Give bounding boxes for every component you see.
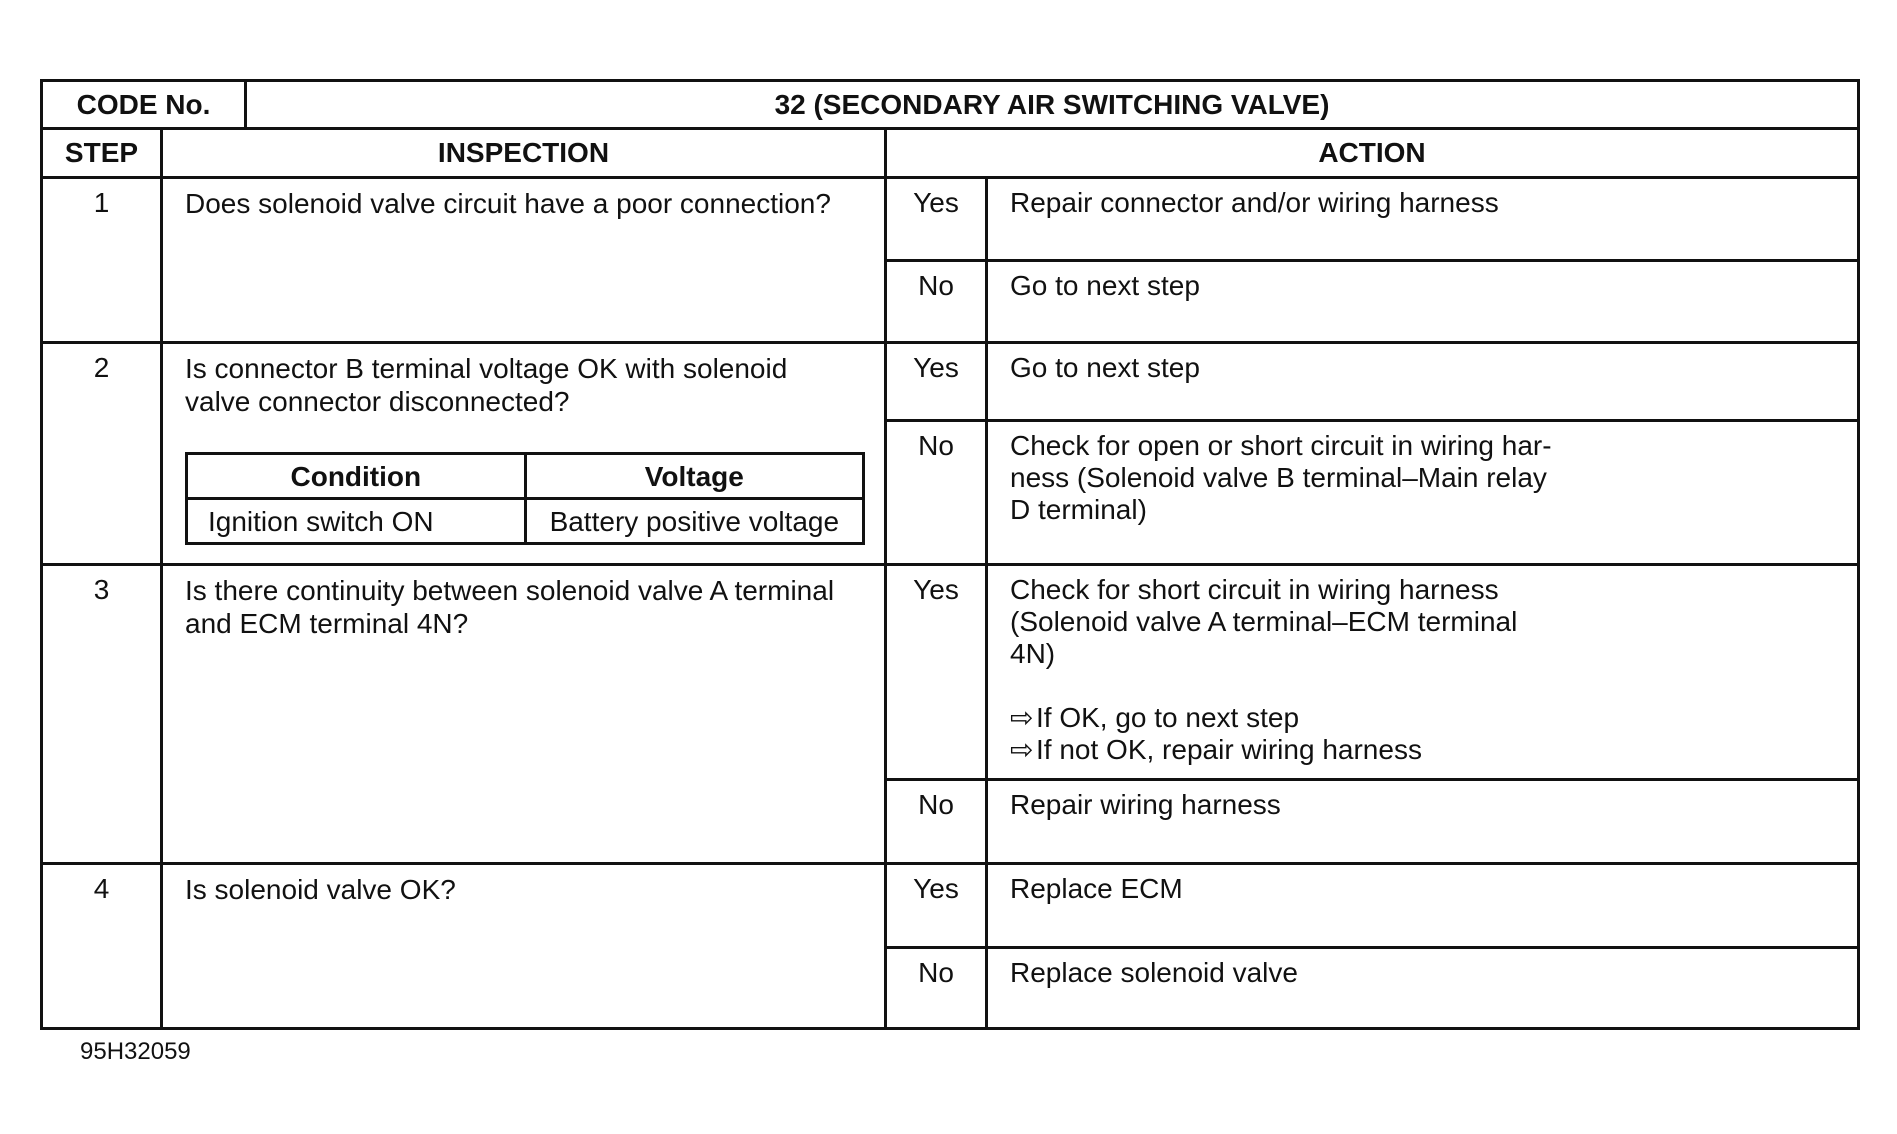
inspection-column-header: INSPECTION bbox=[162, 129, 886, 178]
yes-action: Check for short circuit in wiring harness bbox=[1010, 574, 1499, 605]
condition-table bbox=[185, 452, 865, 545]
not-ok-branch-text: If not OK, repair wiring harness bbox=[1036, 734, 1422, 765]
column-header-row bbox=[42, 129, 1859, 178]
ok-branch bbox=[1010, 702, 1835, 734]
no-action: Replace solenoid valve bbox=[987, 948, 1859, 1029]
no-label: No bbox=[886, 421, 987, 565]
yes-action: Go to next step bbox=[987, 343, 1859, 421]
no-action: Go to next step bbox=[987, 261, 1859, 343]
table-row bbox=[42, 343, 1859, 421]
code-row bbox=[42, 81, 1859, 129]
no-label: No bbox=[886, 780, 987, 864]
yes-action: Replace ECM bbox=[987, 864, 1859, 948]
inspection-text: Is there continuity between solenoid valve A terminal bbox=[185, 575, 835, 606]
yes-action: (Solenoid valve A terminal–ECM terminal bbox=[1010, 606, 1518, 637]
step-number: 1 bbox=[42, 178, 162, 343]
step-number: 3 bbox=[42, 565, 162, 864]
voltage-header: Voltage bbox=[525, 454, 863, 499]
no-action: Repair wiring harness bbox=[987, 780, 1859, 864]
diagnostic-table bbox=[40, 79, 1860, 1030]
ok-branch-text: If OK, go to next step bbox=[1036, 702, 1300, 733]
spacer bbox=[1010, 670, 1835, 702]
voltage-value: Battery positive voltage bbox=[525, 499, 863, 544]
step-number: 4 bbox=[42, 864, 162, 1029]
inspection-text: valve connector disconnected? bbox=[185, 386, 570, 417]
condition-header: Condition bbox=[187, 454, 526, 499]
yes-label: Yes bbox=[886, 864, 987, 948]
diagnostic-document bbox=[40, 79, 1857, 1030]
inspection-text: Is connector B terminal voltage OK with solenoid bbox=[185, 353, 788, 384]
action-column-header: ACTION bbox=[886, 129, 1859, 178]
no-label: No bbox=[886, 948, 987, 1029]
yes-label: Yes bbox=[886, 178, 987, 261]
inspection-text: and ECM terminal 4N? bbox=[185, 608, 469, 639]
inspection-cell bbox=[162, 343, 886, 565]
inspection-text: Does solenoid valve circuit have a poor connection? bbox=[162, 178, 886, 343]
arrow-right-icon: ⇨ bbox=[1010, 734, 1034, 765]
no-action: D terminal) bbox=[1010, 494, 1147, 525]
yes-action: Repair connector and/or wiring harness bbox=[987, 178, 1859, 261]
no-action: ness (Solenoid valve B terminal–Main relay bbox=[1010, 462, 1547, 493]
not-ok-branch bbox=[1010, 734, 1835, 766]
yes-label: Yes bbox=[886, 565, 987, 780]
table-row bbox=[42, 565, 1859, 780]
step-number: 2 bbox=[42, 343, 162, 565]
arrow-right-icon: ⇨ bbox=[1010, 702, 1034, 733]
figure-id: 95H32059 bbox=[80, 1038, 191, 1065]
yes-action-cell bbox=[987, 565, 1859, 780]
code-label: CODE No. bbox=[42, 81, 246, 129]
code-title: 32 (SECONDARY AIR SWITCHING VALVE) bbox=[246, 81, 1859, 129]
table-row bbox=[42, 864, 1859, 948]
inspection-cell bbox=[162, 565, 886, 864]
table-row bbox=[42, 178, 1859, 261]
no-action-cell bbox=[987, 421, 1859, 565]
condition-value: Ignition switch ON bbox=[187, 499, 526, 544]
no-action: Check for open or short circuit in wiring har- bbox=[1010, 430, 1552, 461]
no-label: No bbox=[886, 261, 987, 343]
inspection-text: Is solenoid valve OK? bbox=[162, 864, 886, 1029]
yes-action: 4N) bbox=[1010, 638, 1056, 669]
yes-label: Yes bbox=[886, 343, 987, 421]
step-column-header: STEP bbox=[42, 129, 162, 178]
